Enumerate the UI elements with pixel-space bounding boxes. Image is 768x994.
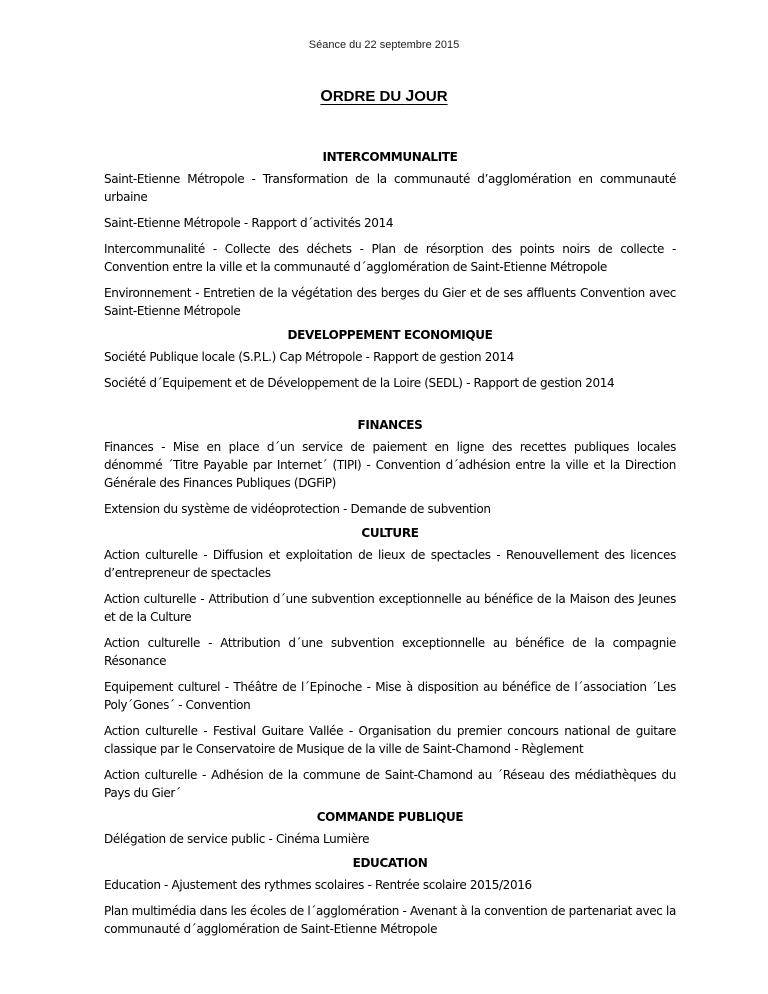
agenda-item: Saint-Etienne Métropole - Transformation de la communauté d’agglomération en communauté urbaine	[104, 172, 676, 204]
agenda-item: Société d´Equipement et de Développement de la Loire (SEDL) - Rapport de gestion 2014	[104, 376, 615, 390]
agenda-item: Extension du système de vidéoprotection - Demande de subvention	[104, 502, 491, 516]
agenda-item: Société Publique locale (S.P.L.) Cap Métropole - Rapport de gestion 2014	[104, 350, 514, 364]
agenda-item: Action culturelle - Festival Guitare Vallée - Organisation du premier concours national de guitare classique par le Conservatoire de Musique de la ville de Saint-Chamond - Règlement	[104, 724, 676, 756]
section-heading-commande-publique: COMMANDE PUBLIQUE	[316, 810, 464, 824]
agenda-item: Action culturelle - Adhésion de la commune de Saint-Chamond au ´Réseau des médiathèques du Pays du Gier´	[104, 768, 676, 800]
agenda-item: Intercommunalité - Collecte des déchets - Plan de résorption des points noirs de collecte - Convention entre la ville et la communauté d´agglomération de Saint-Etienne Métropole	[104, 242, 676, 274]
agenda-item: Environnement - Entretien de la végétation des berges du Gier et de ses affluents Convention avec Saint-Etienne Métropole	[104, 286, 676, 318]
agenda-item: Finances - Mise en place d´un service de paiement en ligne des recettes publiques locales dénommé ´Titre Payable par Internet´ (TIPI) - Convention d´adhésion entre la ville et la Direction Générale des Finances Publiques (DGFiP)	[104, 440, 676, 490]
agenda-item: Saint-Etienne Métropole - Rapport d´activités 2014	[104, 216, 394, 230]
agenda-item: Equipement culturel - Théâtre de l´Epinoche - Mise à disposition au bénéfice de l´association ´Les Poly´Gones´ - Convention	[104, 680, 676, 712]
session-date-header: Séance du 22 septembre 2015	[308, 39, 460, 51]
section-heading-education: EDUCATION	[352, 856, 428, 870]
section-heading-finances: FINANCES	[357, 418, 423, 432]
agenda-content	[104, 148, 676, 946]
section-heading-developpement-economique: DEVELOPPEMENT ECONOMIQUE	[287, 328, 493, 342]
agenda-item: Action culturelle - Attribution d´une subvention exceptionnelle au bénéfice de la compagnie Résonance	[104, 636, 676, 668]
page-title	[0, 88, 768, 106]
title-rest-1: RDRE DU	[332, 88, 406, 105]
agenda-item: Education - Ajustement des rythmes scolaires - Rentrée scolaire 2015/2016	[104, 878, 532, 892]
title-rest-2: OUR	[414, 88, 448, 105]
section-heading-culture: CULTURE	[361, 526, 419, 540]
section-heading-intercommunalite: INTERCOMMUNALITE	[322, 150, 458, 164]
title-cap-2: J	[405, 88, 415, 105]
agenda-item: Action culturelle - Attribution d´une subvention exceptionnelle au bénéfice de la Maison des Jeunes et de la Culture	[104, 592, 676, 624]
title-cap-1: O	[320, 88, 333, 105]
agenda-item: Action culturelle - Diffusion et exploitation de lieux de spectacles - Renouvellement des licences d’entrepreneur de spectacles	[104, 548, 676, 580]
agenda-item: Délégation de service public - Cinéma Lumière	[104, 832, 370, 846]
agenda-item: Plan multimédia dans les écoles de l´agglomération - Avenant à la convention de partenariat avec la communauté d´agglomération de Saint-Etienne Métropole	[104, 904, 676, 936]
